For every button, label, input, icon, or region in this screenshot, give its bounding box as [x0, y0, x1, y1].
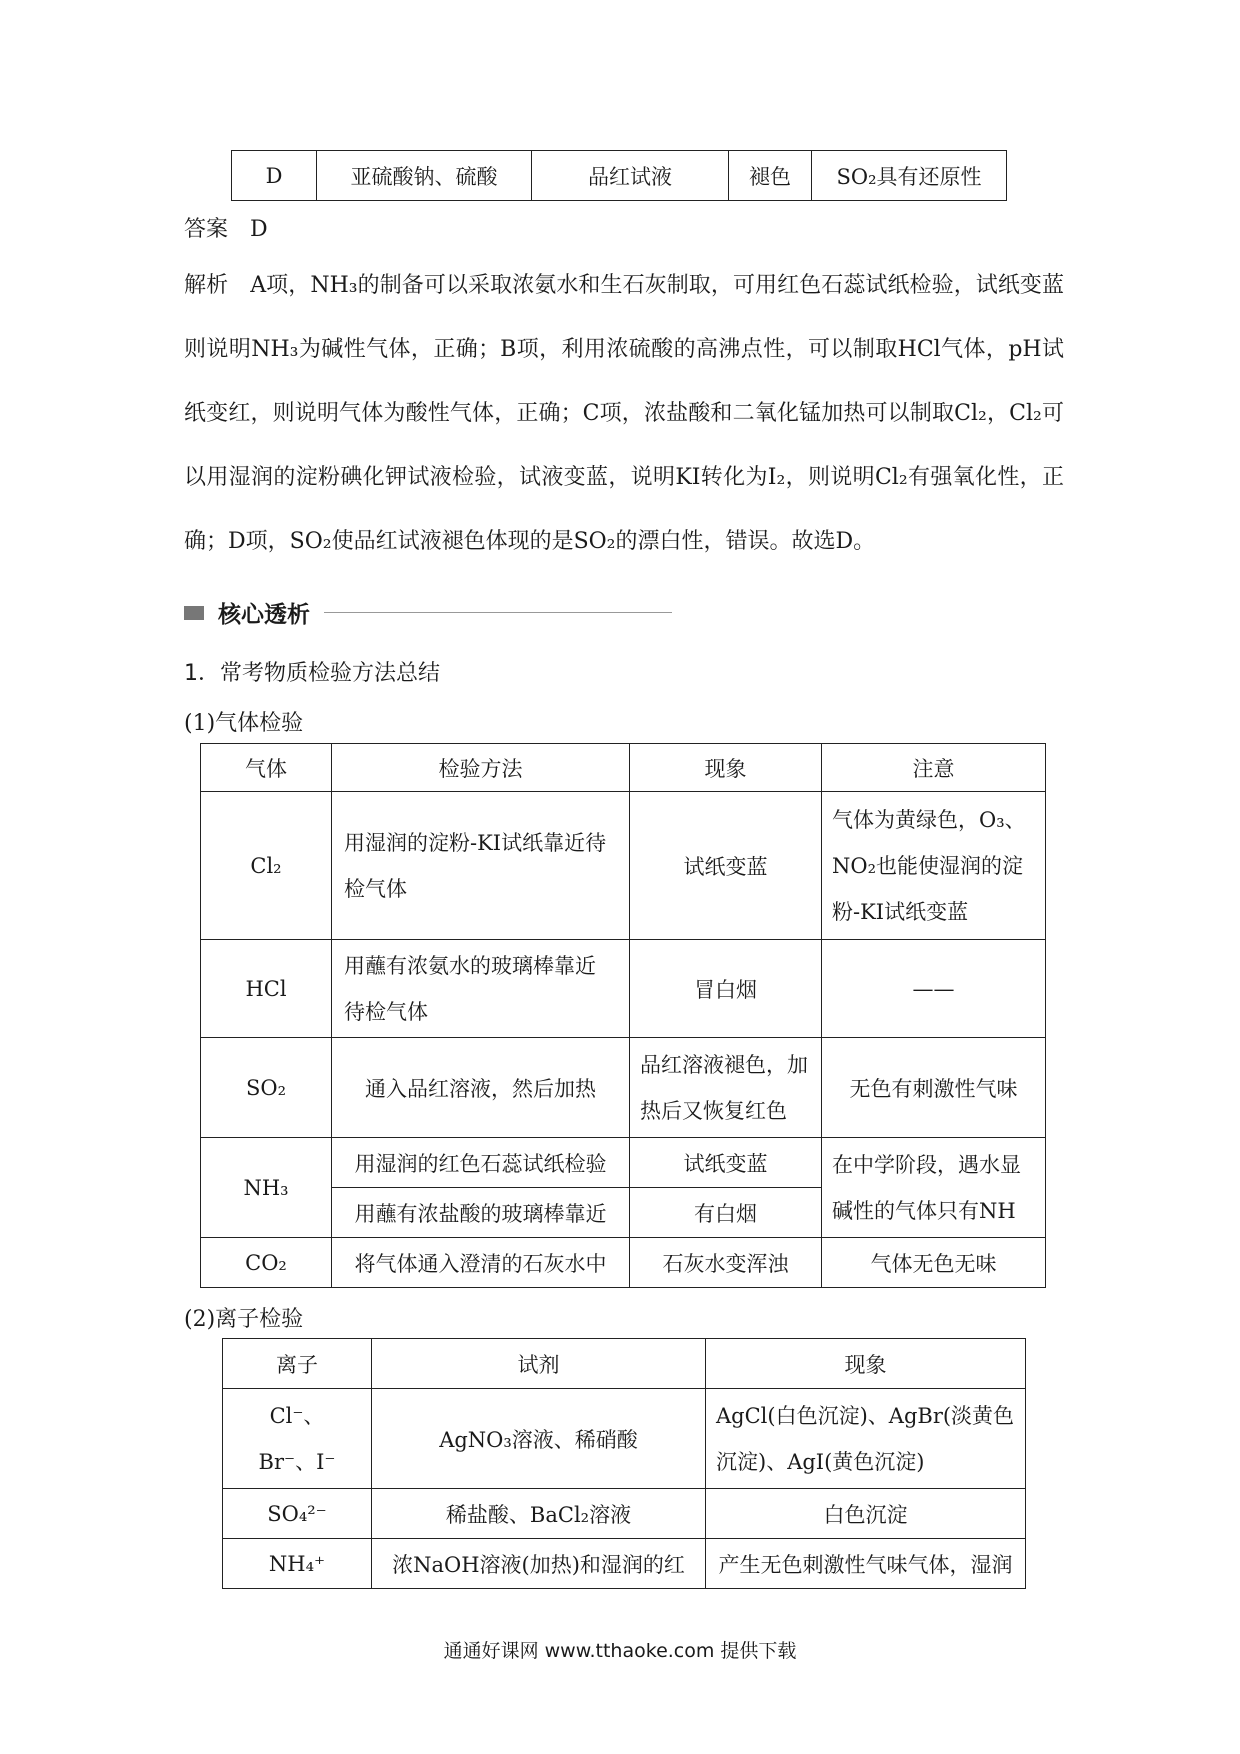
- table-row: [223, 1489, 1026, 1539]
- table-cell: SO₂: [201, 1038, 332, 1138]
- table-cell: SO₄²⁻: [223, 1489, 372, 1539]
- subheading-gas: (1)气体检验: [184, 711, 304, 736]
- table-cell: HCl: [201, 940, 332, 1038]
- table-cell: 用蘸有浓氨水的玻璃棒靠近待检气体: [332, 940, 630, 1038]
- table-cell: 用湿润的红色石蕊试纸检验: [332, 1138, 630, 1188]
- subheading-ion: (2)离子检验: [184, 1307, 304, 1332]
- table-cell: 用湿润的淀粉-KI试纸靠近待检气体: [332, 792, 630, 940]
- table-cell: 品红溶液褪色，加热后又恢复红色: [630, 1038, 822, 1138]
- table-header-row: [201, 744, 1046, 792]
- table-cell: 用蘸有浓盐酸的玻璃棒靠近: [332, 1188, 630, 1238]
- table-cell: Cl⁻、Br⁻、I⁻: [223, 1389, 372, 1489]
- table-cell: D: [232, 151, 317, 201]
- table-cell: 试纸变蓝: [630, 792, 822, 940]
- table-cell: NH₄⁺: [223, 1539, 372, 1589]
- table-row: [201, 792, 1046, 940]
- header-cell: 现象: [706, 1339, 1026, 1389]
- table-row: [201, 940, 1046, 1038]
- table-row: [201, 1138, 1046, 1188]
- table-cell: ——: [822, 940, 1046, 1038]
- table-cell: 有白烟: [630, 1188, 822, 1238]
- section-heading: [184, 596, 672, 629]
- header-cell: 现象: [630, 744, 822, 792]
- header-cell: 气体: [201, 744, 332, 792]
- table-cell: 品红试液: [532, 151, 729, 201]
- section-rule: [324, 612, 672, 613]
- answer-line: 答案 D: [184, 217, 268, 242]
- table-row: [232, 151, 1007, 201]
- table-cell: 亚硫酸钠、硫酸: [317, 151, 532, 201]
- table-row: [223, 1389, 1026, 1489]
- header-cell: 注意: [822, 744, 1046, 792]
- table-row: [223, 1539, 1026, 1589]
- table-cell: 气体无色无味: [822, 1238, 1046, 1288]
- table-cell: 白色沉淀: [706, 1489, 1026, 1539]
- ion-test-table: [222, 1338, 1026, 1589]
- table-header-row: [223, 1339, 1026, 1389]
- table-row: [201, 1038, 1046, 1138]
- table-cell: 浓NaOH溶液(加热)和湿润的红: [372, 1539, 706, 1589]
- table-cell: 稀盐酸、BaCl₂溶液: [372, 1489, 706, 1539]
- table-cell: 石灰水变浑浊: [630, 1238, 822, 1288]
- table-cell: 气体为黄绿色，O₃、NO₂也能使湿润的淀粉-KI试纸变蓝: [822, 792, 1046, 940]
- footer-credit: 通通好课网 www.tthaoke.com 提供下载: [443, 1640, 797, 1662]
- top-table-row: [231, 150, 1007, 201]
- table-cell: AgCl(白色沉淀)、AgBr(淡黄色沉淀)、AgI(黄色沉淀): [706, 1389, 1026, 1489]
- table-cell: 在中学阶段，遇水显碱性的气体只有NH: [822, 1138, 1046, 1238]
- table-cell: AgNO₃溶液、稀硝酸: [372, 1389, 706, 1489]
- section-marker-icon: [184, 606, 204, 620]
- table-cell: 冒白烟: [630, 940, 822, 1038]
- table-row: [201, 1238, 1046, 1288]
- table-cell: SO₂具有还原性: [812, 151, 1007, 201]
- table-cell: 试纸变蓝: [630, 1138, 822, 1188]
- gas-test-table: [200, 743, 1046, 1288]
- table-cell: 无色有刺激性气味: [822, 1038, 1046, 1138]
- header-cell: 试剂: [372, 1339, 706, 1389]
- table-cell: 将气体通入澄清的石灰水中: [332, 1238, 630, 1288]
- header-cell: 检验方法: [332, 744, 630, 792]
- table-cell: NH₃: [201, 1138, 332, 1238]
- table-cell: Cl₂: [201, 792, 332, 940]
- section-title: 核心透析: [218, 602, 310, 628]
- table-cell: 产生无色刺激性气味气体，湿润: [706, 1539, 1026, 1589]
- table-cell: 通入品红溶液，然后加热: [332, 1038, 630, 1138]
- table-cell: CO₂: [201, 1238, 332, 1288]
- table-cell: 褪色: [729, 151, 812, 201]
- header-cell: 离子: [223, 1339, 372, 1389]
- item-heading: 1．常考物质检验方法总结: [184, 661, 440, 686]
- analysis-paragraph: 解析 A项，NH₃的制备可以采取浓氨水和生石灰制取，可用红色石蕊试纸检验，试纸变蓝则说明NH₃为碱性气体，正确；B项，利用浓硫酸的高沸点性，可以制取HCl气体，pH试纸变红，则说明气体为酸性气体，正确；C项，浓盐酸和二氧化锰加热可以制取Cl₂，Cl₂可以用湿润的淀粉碘化钾试液检验，试液变蓝，说明KI转化为I₂，则说明Cl₂有强氧化性，正确；D项，SO₂使品红试液褪色体现的是SO₂的漂白性，错误。故选D。: [184, 273, 1064, 554]
